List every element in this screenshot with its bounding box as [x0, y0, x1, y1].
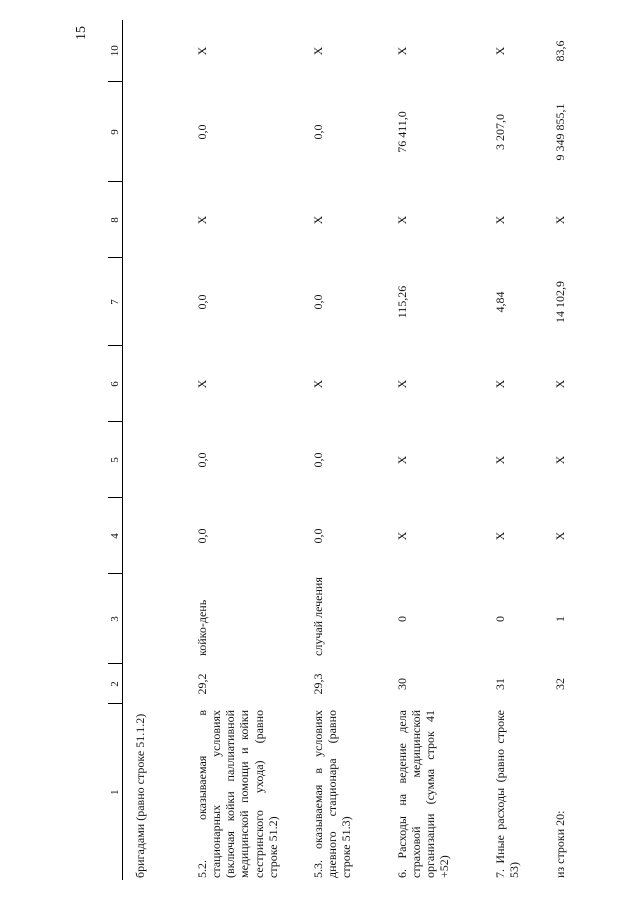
- line-number: [123, 664, 188, 704]
- row-label: 5.3. оказываемая в условиях дневного стационара (равно строке 51.3): [311, 710, 354, 878]
- header-cell-3: 3: [108, 574, 123, 664]
- value-cell: Х: [195, 215, 209, 225]
- value-cell: 0,0: [311, 124, 325, 140]
- line-number: 31: [493, 678, 507, 690]
- page-number: 15: [74, 26, 89, 40]
- value-cell: 115,26: [395, 285, 409, 319]
- header-cell-4: 4: [108, 498, 123, 574]
- value-cell: Х: [553, 531, 567, 541]
- header-cell-2: 2: [108, 664, 123, 704]
- header-cell-1: 1: [108, 704, 123, 880]
- value-cell: 0,0: [311, 452, 325, 468]
- table-row: [187, 20, 303, 880]
- value-cell: [123, 346, 188, 422]
- line-number: 29,2: [195, 673, 209, 695]
- table-row: [545, 20, 585, 880]
- value-cell: [123, 20, 188, 82]
- table-row: [387, 20, 485, 880]
- value-cell: 0,0: [195, 294, 209, 310]
- header-cell-5: 5: [108, 422, 123, 498]
- value-cell: Х: [395, 531, 409, 541]
- value-cell: 0,0: [195, 452, 209, 468]
- value-cell: Х: [553, 379, 567, 389]
- value-cell: [123, 498, 188, 574]
- value-cell: Х: [493, 215, 507, 225]
- value-cell: 0,0: [195, 528, 209, 544]
- value-cell: Х: [553, 455, 567, 465]
- header-cell-9: 9: [108, 82, 123, 182]
- unit-cell: 0: [493, 616, 507, 622]
- row-label: 7. Иные расходы (равно строке 53): [493, 710, 522, 878]
- value-cell: 0,0: [311, 294, 325, 310]
- value-cell: 0,0: [195, 124, 209, 140]
- value-cell: Х: [493, 379, 507, 389]
- line-number: 32: [553, 678, 567, 690]
- value-cell: Х: [311, 46, 325, 56]
- value-cell: Х: [493, 46, 507, 56]
- unit-cell: случай лечения: [311, 577, 325, 656]
- header-cell-8: 8: [108, 182, 123, 258]
- value-cell: 3 207,0: [493, 114, 507, 150]
- value-cell: 0,0: [311, 528, 325, 544]
- value-cell: Х: [493, 531, 507, 541]
- value-cell: 83,6: [553, 40, 567, 62]
- value-cell: Х: [395, 215, 409, 225]
- value-cell: [123, 422, 188, 498]
- table-row: [123, 20, 188, 880]
- header-cell-6: 6: [108, 346, 123, 422]
- value-cell: Х: [395, 46, 409, 56]
- unit-cell: 1: [553, 616, 567, 622]
- unit-cell: 0: [395, 616, 409, 622]
- value-cell: Х: [395, 455, 409, 465]
- value-cell: 4,84: [493, 291, 507, 313]
- value-cell: Х: [493, 455, 507, 465]
- value-cell: Х: [553, 215, 567, 225]
- unit-cell: [123, 574, 188, 664]
- header-cell-7: 7: [108, 258, 123, 346]
- value-cell: [123, 82, 188, 182]
- value-cell: [123, 258, 188, 346]
- table-row: [485, 20, 545, 880]
- header-cell-10: 10: [108, 20, 123, 82]
- value-cell: Х: [311, 379, 325, 389]
- header-row: [108, 20, 123, 880]
- value-cell: Х: [195, 46, 209, 56]
- value-cell: [123, 182, 188, 258]
- row-label: бригадами (равно строке 51.1.2): [133, 713, 147, 878]
- value-cell: 14 102,9: [553, 281, 567, 323]
- row-label: 5.2. оказываемая в стационарных условиях (включая койки паллиативной медицинской помощи и койки сестринского ухода) (равно строке 51.2): [195, 710, 280, 878]
- table-row: [303, 20, 387, 880]
- line-number: 29,3: [311, 673, 325, 695]
- rotated-table-container: [108, 20, 567, 880]
- row-label: из строки 20:: [553, 810, 567, 878]
- line-number: 30: [395, 678, 409, 690]
- value-cell: Х: [195, 379, 209, 389]
- row-label: 6. Расходы на ведение дела страховой медицинской организации (сумма строк 41 +52): [395, 710, 452, 878]
- value-cell: Х: [395, 379, 409, 389]
- data-table: [108, 20, 585, 880]
- value-cell: 9 349 855,1: [553, 103, 567, 161]
- value-cell: Х: [311, 215, 325, 225]
- value-cell: 76 411,0: [395, 111, 409, 153]
- unit-cell: койко-день: [195, 599, 209, 656]
